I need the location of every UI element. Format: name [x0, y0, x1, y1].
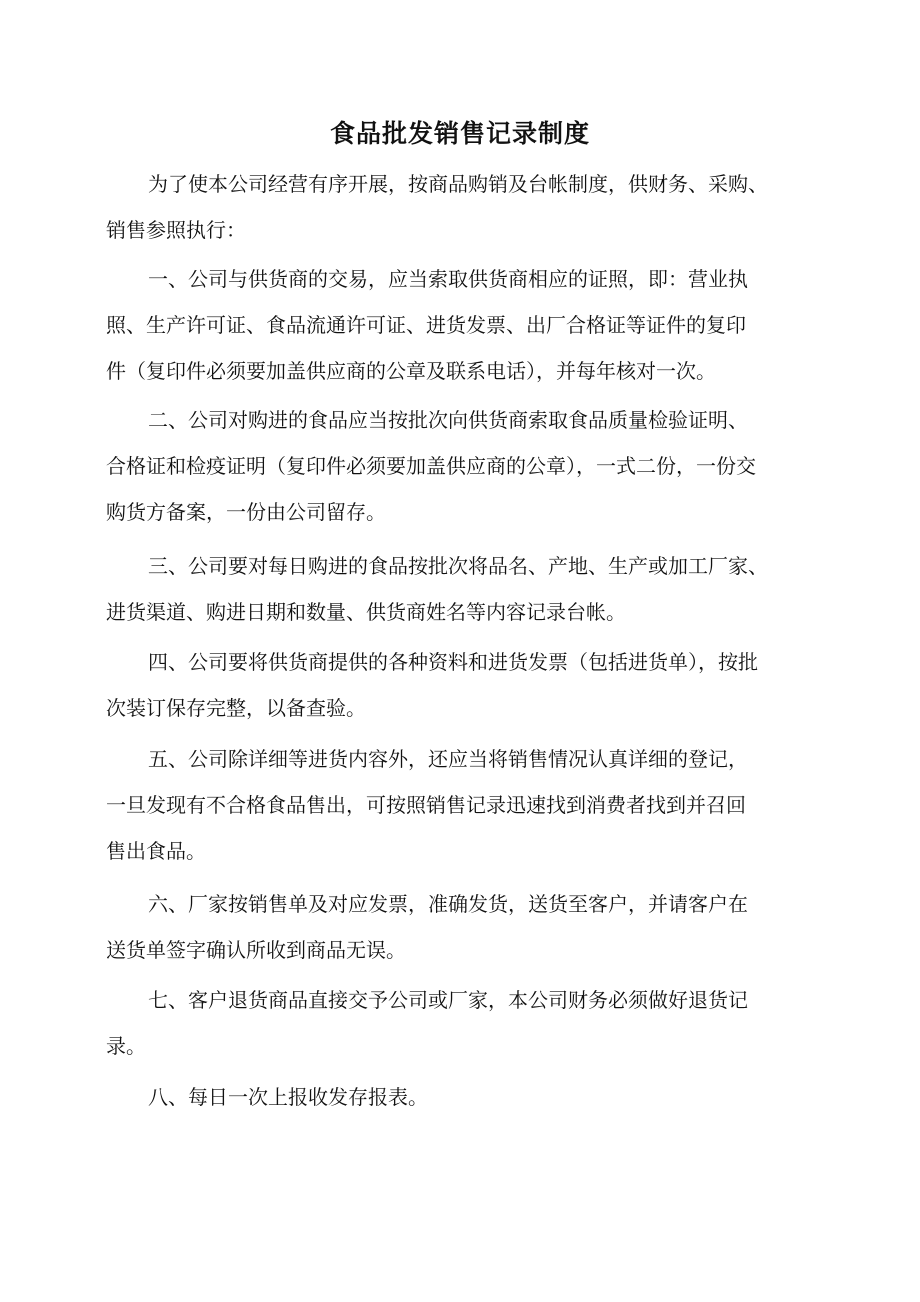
paragraph-line: 送货单签字确认所收到商品无误。 — [106, 938, 406, 962]
paragraph-line: 进货渠道、购进日期和数量、供货商姓名等内容记录台帐。 — [106, 600, 626, 624]
paragraph-clause-2 — [0, 397, 920, 535]
paragraph-clause-3 — [0, 543, 920, 635]
paragraph-line: 五、公司除详细等进货内容外，还应当将销售情况认真详细的登记， — [148, 747, 748, 771]
paragraph-line: 售出食品。 — [106, 839, 206, 863]
document-title: 食品批发销售记录制度 — [329, 119, 590, 148]
paragraph-line: 为了使本公司经营有序开展，按商品购销及台帐制度，供财务、采购、 — [148, 172, 768, 196]
paragraph-line: 八、每日一次上报收发存报表。 — [148, 1085, 428, 1109]
paragraph-line: 录。 — [106, 1034, 146, 1058]
paragraph-line: 七、客户退货商品直接交予公司或厂家，本公司财务必须做好退货记 — [148, 988, 748, 1012]
paragraph-line: 次装订保存完整，以备查验。 — [106, 696, 366, 720]
paragraph-clause-5 — [0, 736, 920, 874]
paragraph-line: 照、生产许可证、食品流通许可证、进货发票、出厂合格证等证件的复印 — [106, 313, 746, 337]
paragraph-line: 合格证和检疫证明（复印件必须要加盖供应商的公章），一式二份，一份交 — [106, 454, 756, 478]
paragraph-clause-6 — [0, 881, 920, 973]
paragraph-line: 三、公司要对每日购进的食品按批次将品名、产地、生产或加工厂家、 — [148, 554, 768, 578]
paragraph-line: 销售参照执行： — [106, 218, 246, 242]
paragraph-line: 四、公司要将供货商提供的各种资料和进货发票（包括进货单），按批 — [148, 650, 758, 674]
paragraph-clause-4 — [0, 639, 920, 731]
paragraph-line: 六、厂家按销售单及对应发票，准确发货，送货至客户，并请客户在 — [148, 892, 748, 916]
paragraph-clause-8 — [0, 1074, 920, 1120]
paragraph-line: 二、公司对购进的食品应当按批次向供货商索取食品质量检验证明、 — [148, 408, 748, 432]
paragraph-clause-7 — [0, 977, 920, 1069]
paragraph-line: 购货方备案，一份由公司留存。 — [106, 500, 386, 524]
paragraph-line: 一旦发现有不合格食品售出，可按照销售记录迅速找到消费者找到并召回 — [106, 793, 746, 817]
paragraph-line: 件（复印件必须要加盖供应商的公章及联系电话），并每年核对一次。 — [106, 359, 716, 383]
paragraph-line: 一、公司与供货商的交易，应当索取供货商相应的证照，即：营业执 — [148, 267, 748, 291]
paragraph-intro — [0, 161, 920, 253]
paragraph-clause-1 — [0, 256, 920, 394]
